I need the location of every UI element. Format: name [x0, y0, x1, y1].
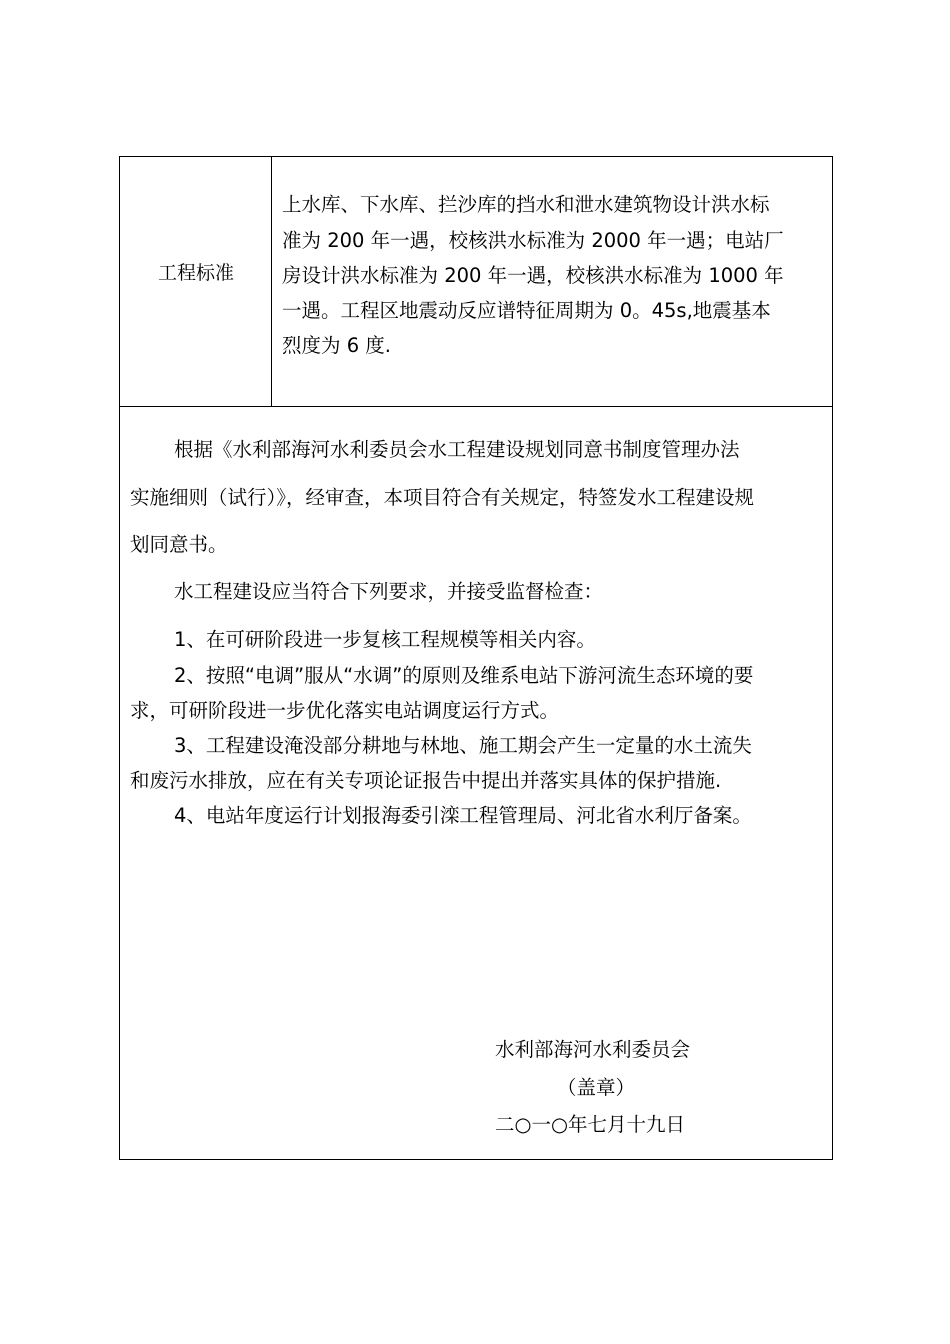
intro-line: 实施细则（试行）》，经审查，本项目符合有关规定，特签发水工程建设规 [130, 486, 755, 509]
requirement-line: 1、在可研阶段进一步复核工程规模等相关内容。 [174, 628, 596, 651]
standard-line: 一遇。工程区地震动反应谱特征周期为 0。45s,地震基本 [282, 299, 771, 322]
signature-organization: 水利部海河水利委员会 [495, 1038, 691, 1061]
signature-seal-note: （盖章） [557, 1076, 636, 1099]
approval-form-table [119, 156, 833, 1160]
standard-line: 烈度为 6 度. [282, 334, 392, 357]
intro-line: 划同意书。 [130, 533, 228, 556]
requirement-line: 2、按照“电调”服从“水调”的原则及维系电站下游河流生态环境的要 [174, 664, 754, 687]
requirement-line: 和废污水排放，应在有关专项论证报告中提出并落实具体的保护措施. [130, 769, 722, 792]
approval-body-row [120, 407, 832, 1159]
engineering-standard-value-cell [272, 157, 832, 406]
standard-line: 准为 200 年一遇，校核洪水标准为 2000 年一遇；电站厂 [282, 229, 784, 252]
engineering-standard-row [120, 157, 832, 407]
requirement-line: 4、电站年度运行计划报海委引滦工程管理局、河北省水利厅备案。 [174, 804, 752, 827]
requirement-line: 求，可研阶段进一步优化落实电站调度运行方式。 [130, 699, 560, 722]
engineering-standard-label: 工程标准 [157, 262, 234, 284]
engineering-standard-label-cell [120, 157, 272, 406]
signature-date: 二○一○年七月十九日 [495, 1113, 686, 1136]
intro-line: 根据《水利部海河水利委员会水工程建设规划同意书制度管理办法 [174, 438, 740, 461]
requirements-heading: 水工程建设应当符合下列要求，并接受监督检查： [174, 580, 604, 603]
standard-line: 房设计洪水标准为 200 年一遇，校核洪水标准为 1000 年 [282, 264, 784, 287]
requirement-line: 3、工程建设淹没部分耕地与林地、施工期会产生一定量的水土流失 [174, 734, 752, 757]
standard-line: 上水库、下水库、拦沙库的挡水和泄水建筑物设计洪水标 [282, 193, 770, 216]
